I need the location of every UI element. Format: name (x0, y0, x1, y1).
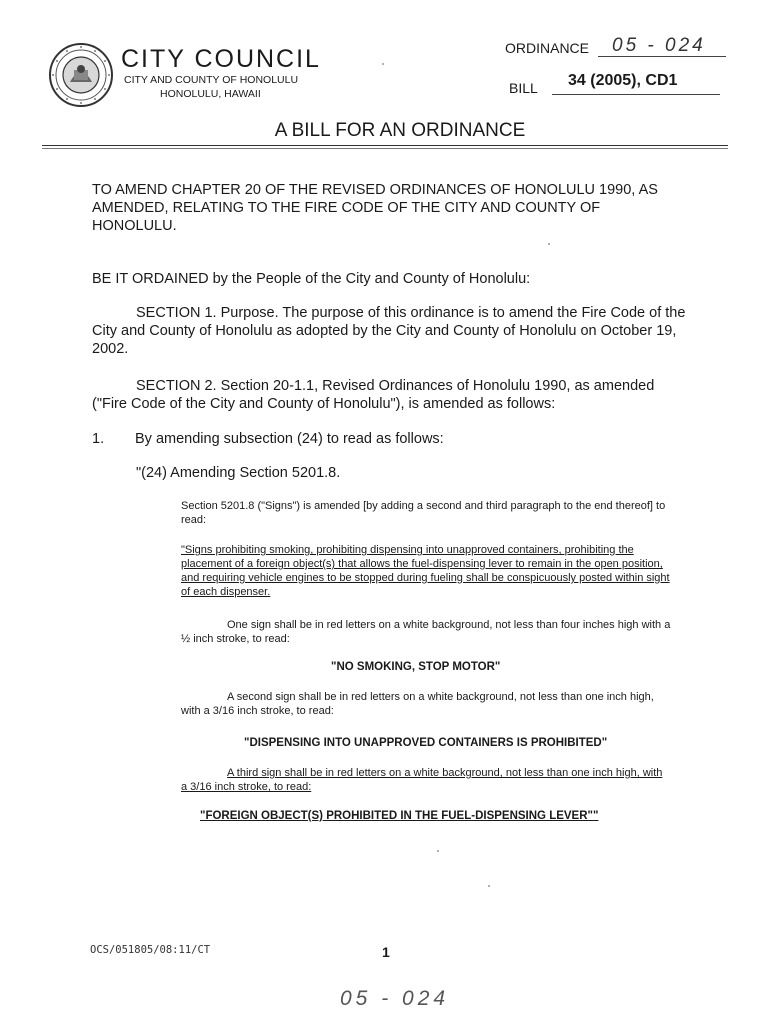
scan-speck (488, 885, 490, 887)
council-subtitle-location: HONOLULU, HAWAII (160, 88, 261, 100)
title-divider-secondary (42, 148, 728, 149)
list-item-number: 1. (92, 431, 105, 447)
document-title: A BILL FOR AN ORDINANCE (274, 120, 526, 141)
sign-caption-dispensing: "DISPENSING INTO UNAPPROVED CONTAINERS IS PROHIBITED" (244, 737, 608, 749)
council-subtitle-jurisdiction: CITY AND COUNTY OF HONOLULU (124, 74, 299, 86)
footer-document-code: OCS/051805/08:11/CT (90, 944, 211, 956)
ordinance-number: 05 - 024 (612, 35, 706, 56)
city-seal-icon (48, 42, 114, 108)
section-5201-paragraph: Section 5201.8 ("Signs") is amended [by adding a second and third paragraph to the end thereof] to read: (181, 500, 666, 526)
bill-title-paragraph: TO AMEND CHAPTER 20 OF THE REVISED ORDINANCES OF HONOLULU 1990, AS AMENDED, RELATING TO THE FIRE CODE OF THE CITY AND COUNTY OF HONOLULU. (92, 182, 658, 234)
bill-number-line (552, 94, 720, 95)
bill-label: BILL (509, 80, 538, 96)
scan-speck (382, 63, 384, 65)
first-sign-paragraph: One sign shall be in red letters on a white background, not less than four inches high with a ½ inch stroke, to read: (181, 619, 671, 645)
bill-number: 34 (2005), CD1 (568, 72, 678, 89)
third-sign-paragraph: A third sign shall be in red letters on a white background, not less than one inch high, with a 3/16 inch stroke, to read: (181, 767, 663, 793)
title-divider (42, 145, 728, 146)
sign-caption-no-smoking: "NO SMOKING, STOP MOTOR" (331, 661, 501, 673)
council-title: CITY COUNCIL (121, 45, 321, 73)
page-number: 1 (382, 944, 390, 960)
ordinance-stamp: 05 - 024 (340, 987, 450, 1010)
enacting-clause: BE IT ORDAINED by the People of the City and County of Honolulu: (92, 271, 531, 287)
amendment-heading: "(24) Amending Section 5201.8. (136, 465, 341, 481)
second-sign-paragraph: A second sign shall be in red letters on a white background, not less than one inch high, with a 3/16 inch stroke, to read: (181, 691, 654, 717)
ordinance-label: ORDINANCE (505, 40, 590, 56)
scan-speck (548, 243, 550, 245)
section-1-paragraph: SECTION 1. Purpose. The purpose of this ordinance is to amend the Fire Code of the City and County of Honolulu as adopted by the City and County of Honolulu on October 19, 2002. (92, 305, 686, 357)
section-2-paragraph: SECTION 2. Section 20-1.1, Revised Ordinances of Honolulu 1990, as amended ("Fire Code of the City and County of Honolulu"), is amended as follows: (92, 378, 655, 412)
signs-paragraph: "Signs prohibiting smoking, prohibiting dispensing into unapproved containers, prohibiting the placement of a foreign object(s) that allows the fuel-dispensing lever to remain in the open position, and requiring vehicle engines to be stopped during fueling shall be conspicuously posted within sight of each dispenser. (181, 544, 670, 598)
sign-caption-foreign-object: "FOREIGN OBJECT(S) PROHIBITED IN THE FUEL-DISPENSING LEVER"" (200, 810, 599, 822)
scan-speck (437, 850, 439, 852)
list-item-text: By amending subsection (24) to read as follows: (135, 431, 444, 447)
